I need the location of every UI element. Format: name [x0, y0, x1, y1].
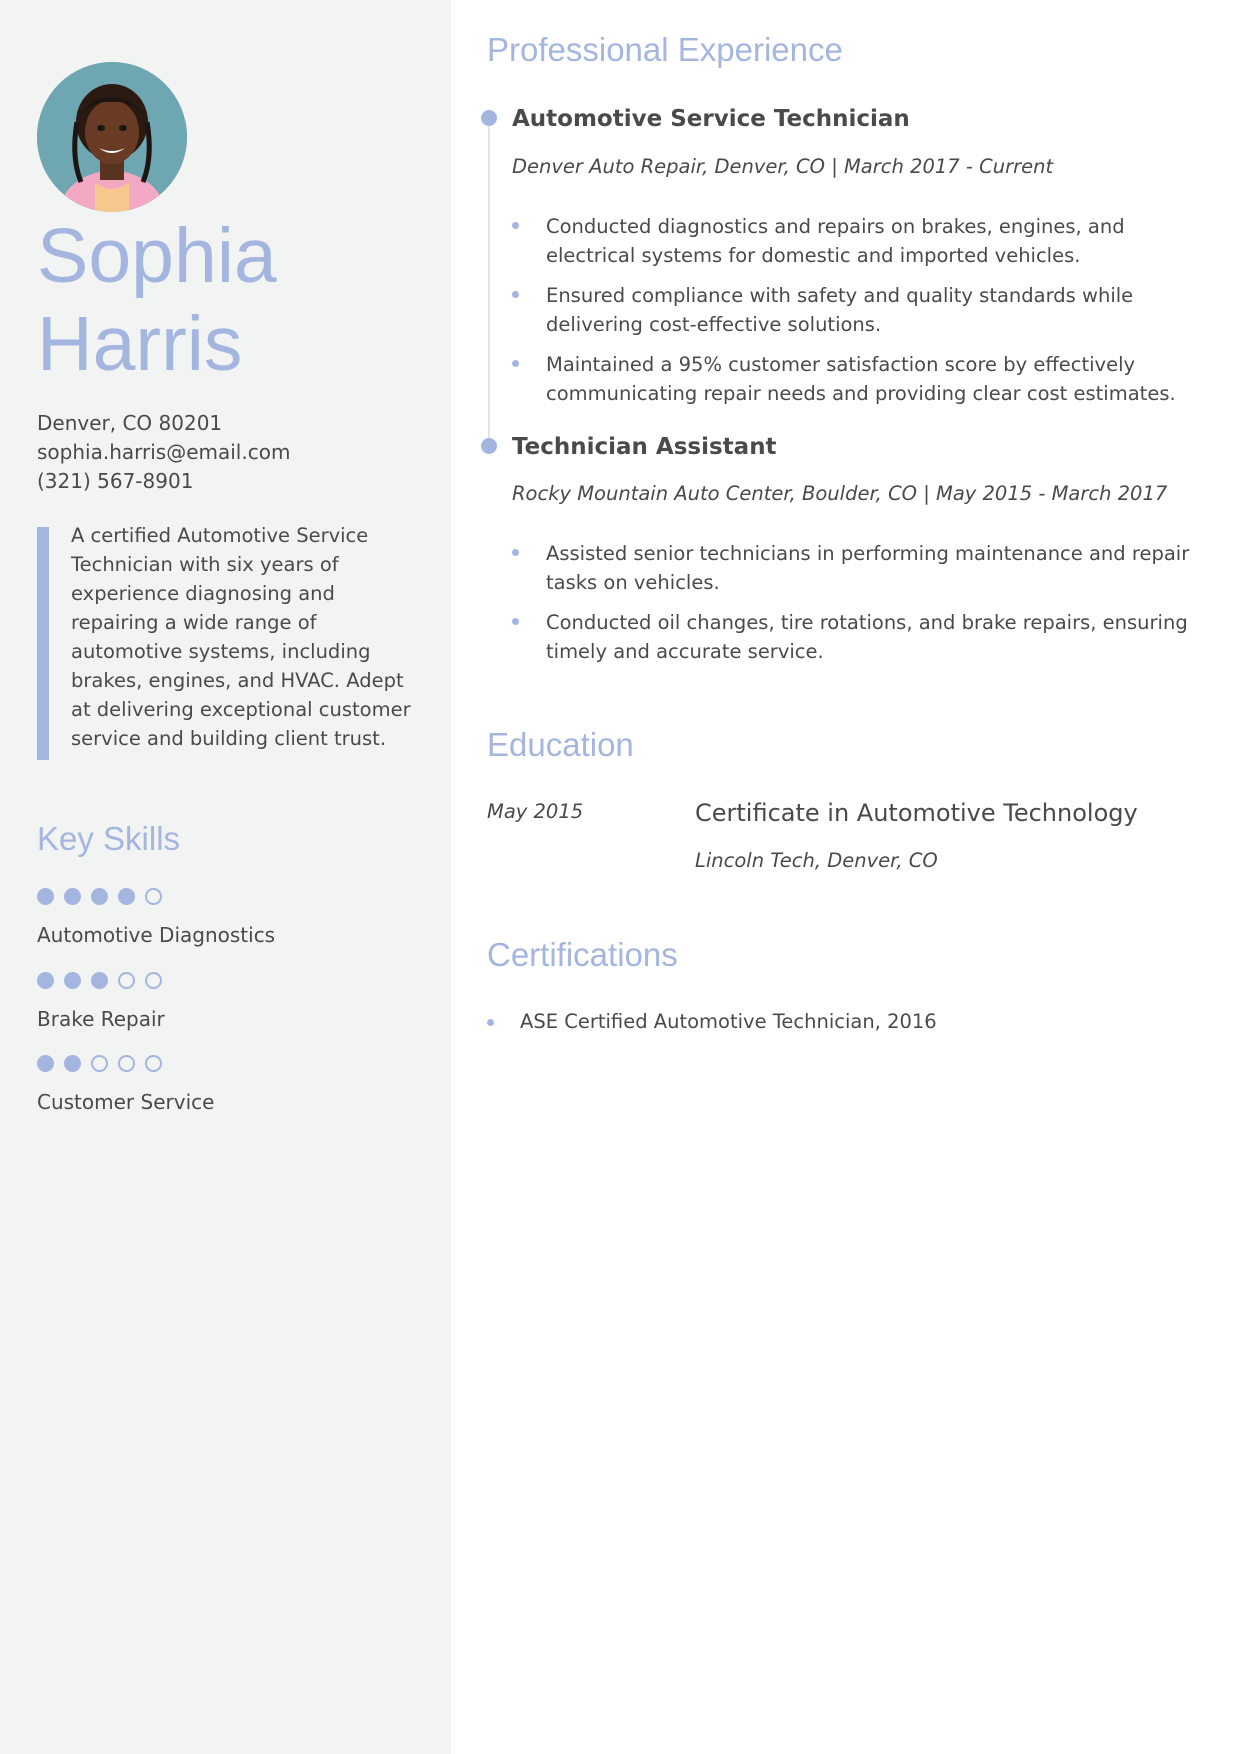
rating-dot-filled-icon — [37, 888, 54, 905]
avatar-photo — [37, 62, 187, 212]
bullet-dot-icon — [512, 618, 519, 625]
sidebar — [0, 0, 451, 1754]
address: Denver, CO 80201 — [37, 411, 223, 435]
rating-dot-empty-icon — [145, 972, 162, 989]
rating-dot-filled-icon — [91, 888, 108, 905]
job-bullets — [512, 539, 1192, 677]
certification-item: ASE Certified Automotive Technician, 2016 — [487, 1010, 937, 1033]
rating-dot-filled-icon — [37, 1055, 54, 1072]
first-name: Sophia — [37, 213, 277, 299]
job-bullet: Maintained a 95% customer satisfaction score by effectively communicating repair needs and providing clear cost estimates. — [512, 350, 1192, 408]
rating-dot-filled-icon — [37, 972, 54, 989]
job-meta: Rocky Mountain Auto Center, Boulder, CO | May 2015 - March 2017 — [512, 482, 1168, 505]
bullet-dot-icon — [487, 1019, 494, 1026]
job-bullets — [512, 212, 1192, 419]
job-bullet: Conducted oil changes, tire rotations, and brake repairs, ensuring timely and accurate service. — [512, 608, 1192, 666]
rating-dot-filled-icon — [64, 972, 81, 989]
skill-name: Automotive Diagnostics — [37, 923, 276, 947]
skill-item — [37, 888, 275, 947]
job-bullet: Ensured compliance with safety and quality standards while delivering cost-effective solutions. — [512, 281, 1192, 339]
contact-info — [37, 409, 290, 496]
bullet-dot-icon — [512, 549, 519, 556]
bullet-dot-icon — [512, 291, 519, 298]
rating-dot-filled-icon — [64, 888, 81, 905]
certifications-heading: Certifications — [487, 936, 678, 973]
candidate-name — [37, 212, 277, 388]
rating-dot-filled-icon — [118, 888, 135, 905]
skill-item — [37, 1055, 214, 1114]
skill-rating — [37, 1055, 214, 1072]
rating-dot-empty-icon — [91, 1055, 108, 1072]
skill-name: Brake Repair — [37, 1007, 165, 1031]
rating-dot-empty-icon — [118, 972, 135, 989]
email[interactable]: sophia.harris@email.com — [37, 440, 291, 464]
job-title: Technician Assistant — [512, 434, 777, 460]
education-heading: Education — [487, 726, 634, 763]
timeline-line — [488, 118, 490, 448]
job-bullet: Conducted diagnostics and repairs on brakes, engines, and electrical systems for domestic and imported vehicles. — [512, 212, 1192, 270]
education-school: Lincoln Tech, Denver, CO — [695, 849, 938, 872]
avatar — [37, 62, 187, 212]
last-name: Harris — [37, 301, 243, 387]
education-degree: Certificate in Automotive Technology — [695, 799, 1138, 827]
timeline-dot — [481, 110, 497, 126]
rating-dot-empty-icon — [145, 1055, 162, 1072]
education-date: May 2015 — [487, 800, 584, 823]
rating-dot-empty-icon — [118, 1055, 135, 1072]
phone[interactable]: (321) 567-8901 — [37, 469, 194, 493]
summary-block — [37, 524, 417, 760]
timeline-dot — [481, 438, 497, 454]
skills-heading: Key Skills — [37, 820, 181, 857]
skill-name: Customer Service — [37, 1090, 215, 1114]
job-bullet: Assisted senior technicians in performing maintenance and repair tasks on vehicles. — [512, 539, 1192, 597]
job-title: Automotive Service Technician — [512, 106, 910, 132]
job-meta: Denver Auto Repair, Denver, CO | March 2017 - Current — [512, 155, 1054, 178]
skill-rating — [37, 972, 165, 989]
bullet-dot-icon — [512, 222, 519, 229]
rating-dot-filled-icon — [64, 1055, 81, 1072]
summary-text: A certified Automotive Service Technician with six years of experience diagnosing and repairing a wide range of automotive systems, including brakes, engines, and HVAC. Adept at delivering exceptional customer service and building client trust. — [71, 524, 411, 750]
rating-dot-filled-icon — [91, 972, 108, 989]
bullet-dot-icon — [512, 360, 519, 367]
skill-item — [37, 972, 165, 1031]
skill-rating — [37, 888, 275, 905]
experience-heading: Professional Experience — [487, 31, 843, 68]
rating-dot-empty-icon — [145, 888, 162, 905]
